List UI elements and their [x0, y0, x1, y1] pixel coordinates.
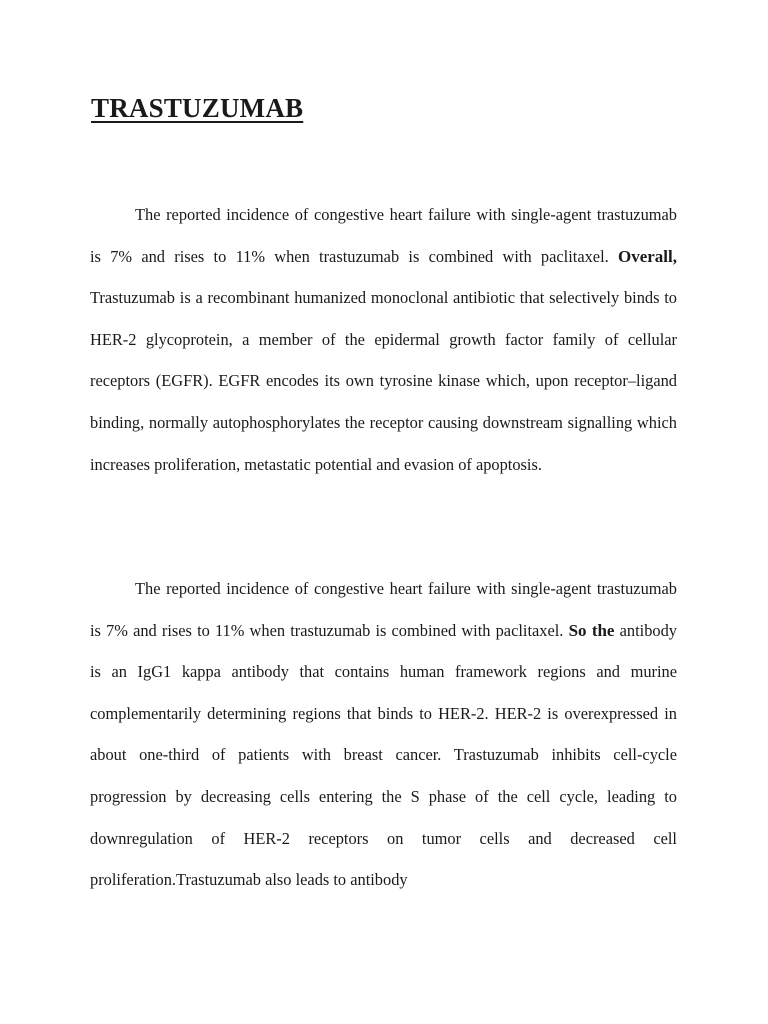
paragraph-2 [90, 568, 677, 901]
document-title: TRASTUZUMAB [91, 93, 304, 123]
paragraph-1 [90, 194, 677, 485]
paragraph-2-intro: The reported incidence of congestive heart failure with single-agent trastuzumab is 7% and rises to 11% when trastuzumab is combined with paclitaxel. [90, 579, 677, 640]
paragraph-1-intro: The reported incidence of congestive heart failure with single-agent trastuzumab is 7% and rises to 11% when trastuzumab is combined with paclitaxel. [90, 205, 677, 266]
paragraph-2-body: antibody is an IgG1 kappa antibody that contains human framework regions and murine complementarily determining regions that binds to HER-2. HER-2 is overexpressed in about one-third of patients with breast cancer. Trastuzumab inhibits cell-cycle progression by decreasing cells entering the S phase of the cell cycle, leading to downregulation of HER-2 receptors on tumor cells and decreased cell proliferation.Trastuzumab also leads to antibody [90, 620, 677, 890]
paragraph-1-body: Trastuzumab is a recombinant humanized monoclonal antibiotic that selectively binds to HER-2 glycoprotein, a member of the epidermal growth factor family of cellular receptors (EGFR). EGFR encodes its own tyrosine kinase which, upon receptor–ligand binding, normally autophosphorylates the receptor causing downstream signalling which increases proliferation, metastatic potential and evasion of apoptosis. [90, 288, 677, 474]
paragraph-1-lead: Overall, [617, 246, 677, 266]
paragraph-2-lead: So the [568, 620, 615, 640]
